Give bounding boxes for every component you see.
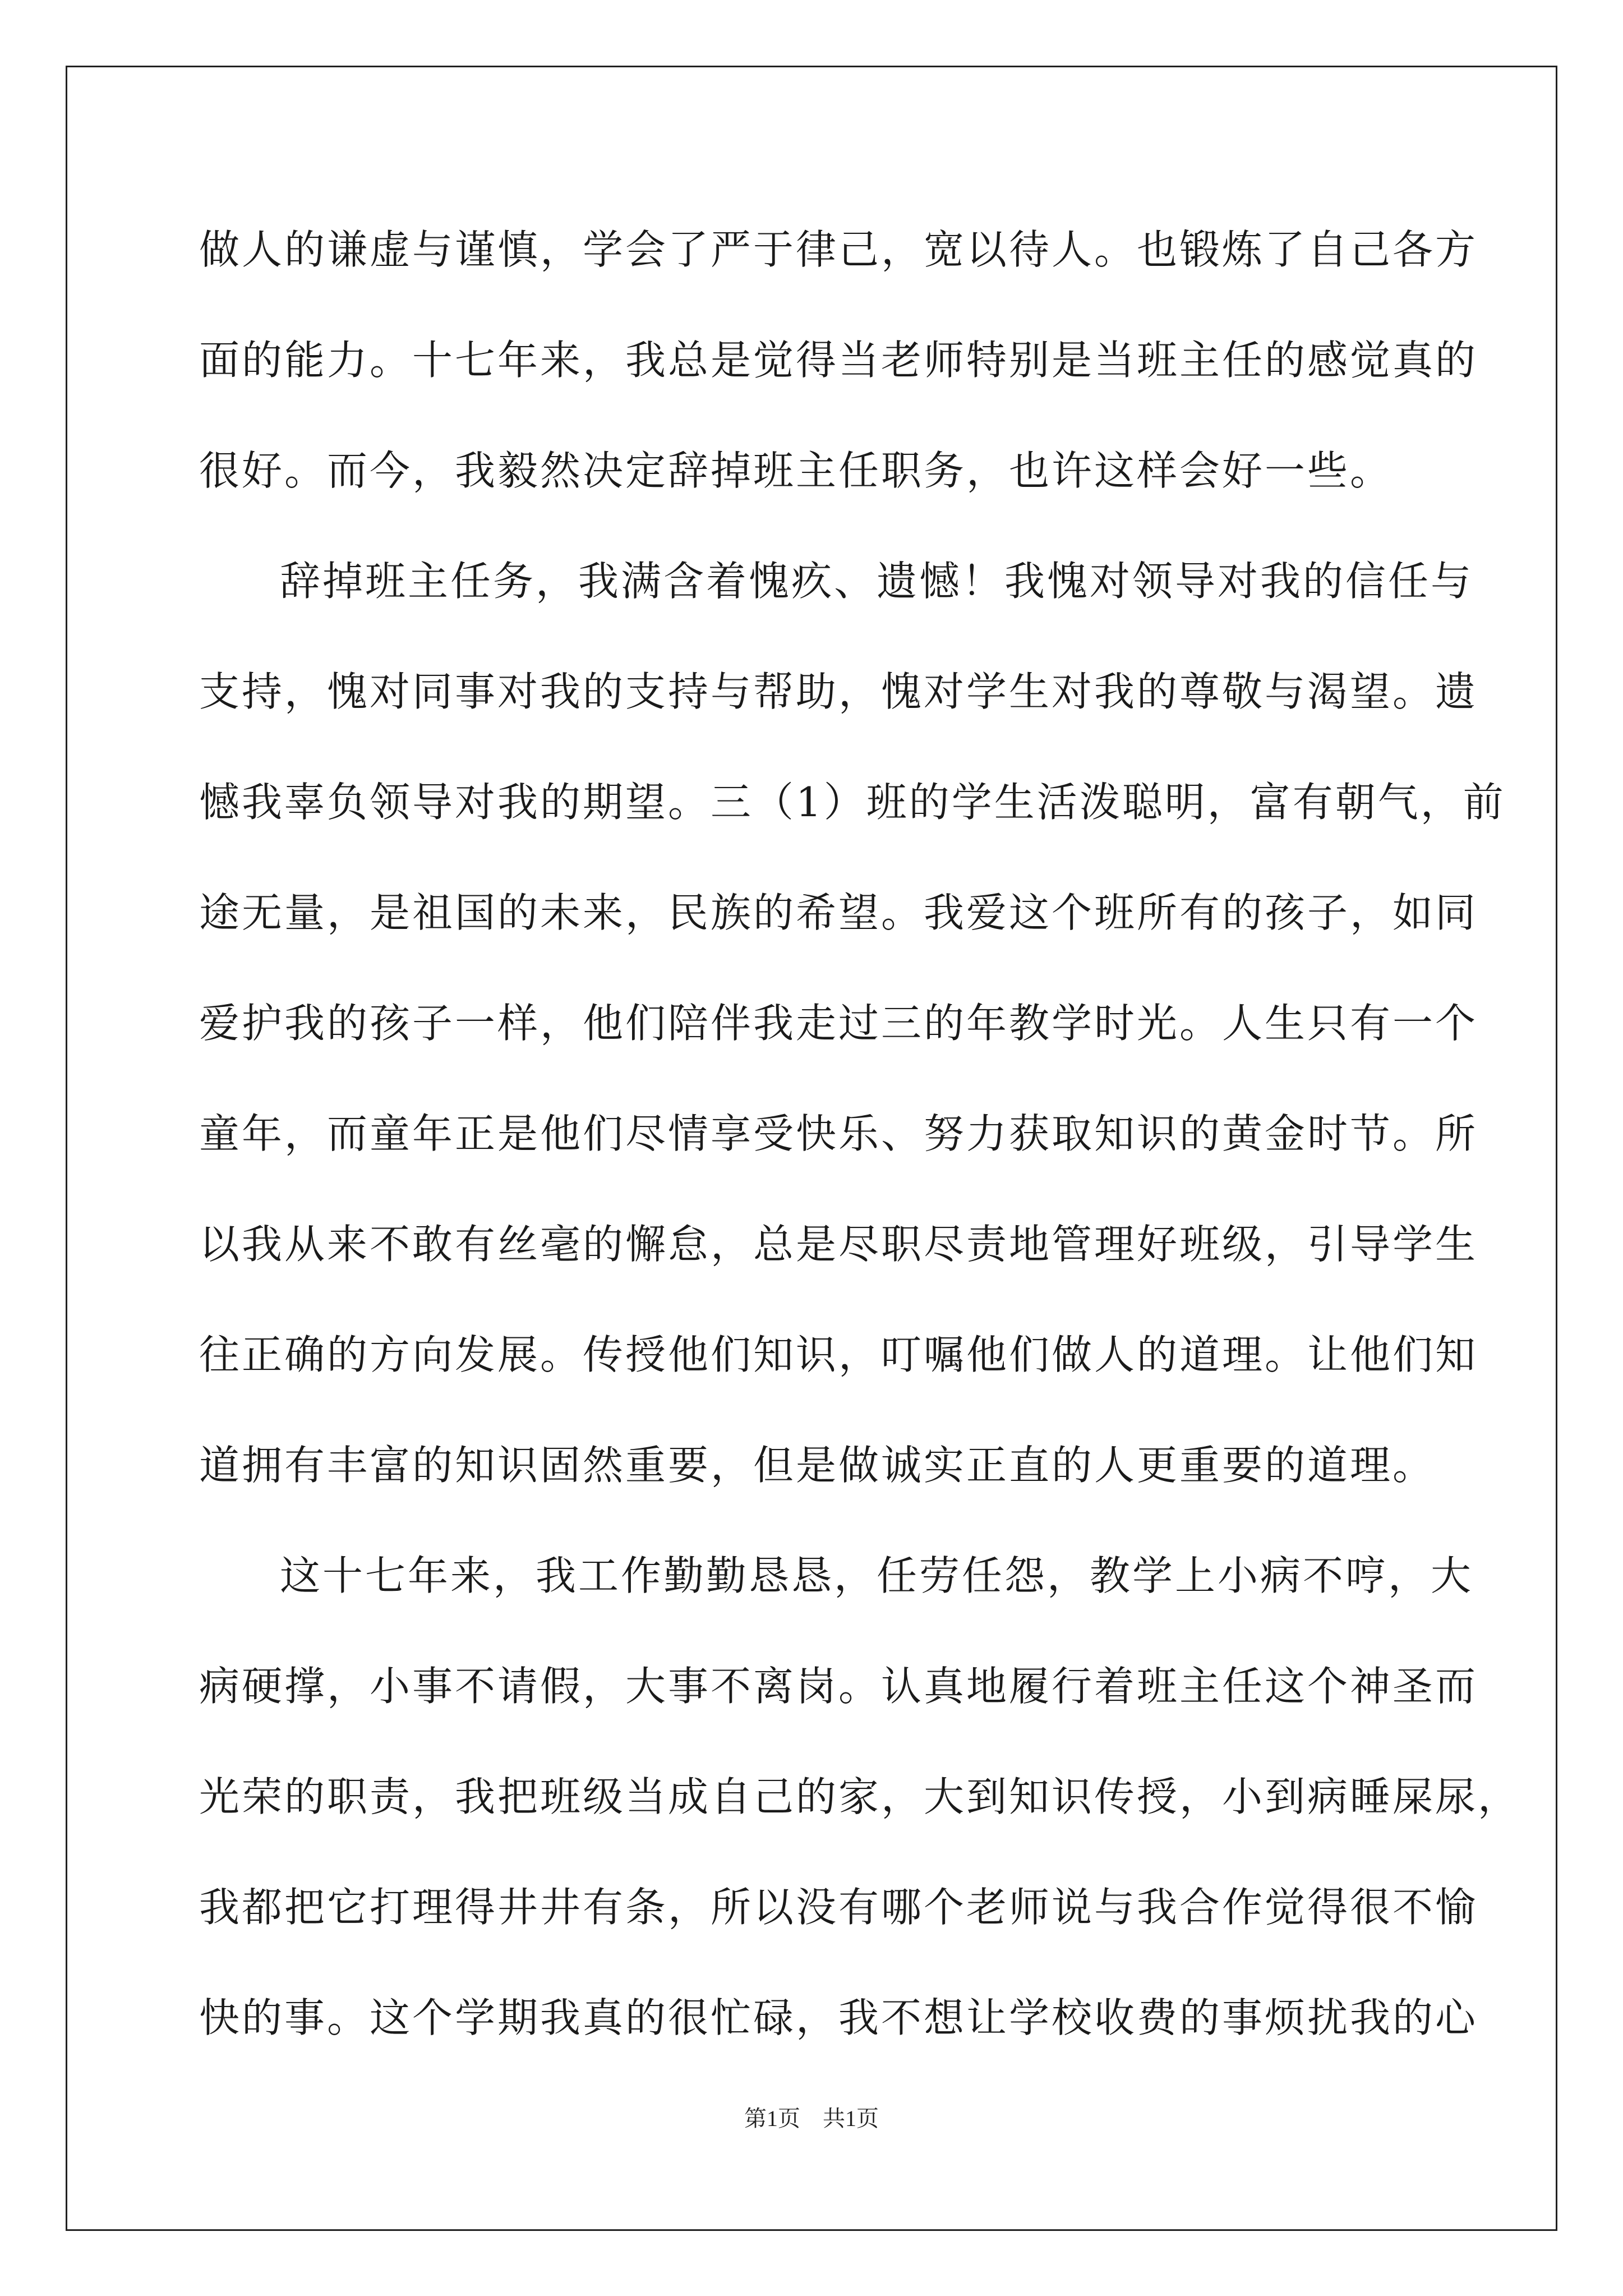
text-line: 途无量，是祖国的未来，民族的希望。我爱这个班所有的孩子，如同	[199, 889, 1478, 936]
text-line: 光荣的职责，我把班级当成自己的家，大到知识传授，小到病睡屎尿，	[199, 1773, 1521, 1820]
text-line: 以我从来不敢有丝毫的懈怠，总是尽职尽责地管理好班级，引导学生	[199, 1221, 1478, 1268]
text-line: 做人的谦虚与谨慎，学会了严于律己，宽以待人。也锻炼了自己各方	[199, 226, 1478, 273]
text-line: 快的事。这个学期我真的很忙碌，我不想让学校收费的事烦扰我的心	[199, 1994, 1478, 2041]
text-line: 面的能力。十七年来，我总是觉得当老师特别是当班主任的感觉真的	[199, 337, 1478, 384]
text-line: 往正确的方向发展。传授他们知识，叮嘱他们做人的道理。让他们知	[199, 1331, 1478, 1378]
text-line: 童年，而童年正是他们尽情享受快乐、努力获取知识的黄金时节。所	[199, 1110, 1478, 1157]
page-total: 共1页	[823, 2106, 879, 2131]
page-number: 第1页	[744, 2106, 800, 2131]
text-line: 憾我辜负领导对我的期望。三（1）班的学生活泼聪明，富有朝气，前	[199, 779, 1506, 826]
text-line: 很好。而今，我毅然决定辞掉班主任职务，也许这样会好一些。	[199, 447, 1393, 494]
text-line: 支持，愧对同事对我的支持与帮助，愧对学生对我的尊敬与渴望。遗	[199, 668, 1478, 715]
text-line: 道拥有丰富的知识固然重要，但是做诚实正直的人更重要的道理。	[199, 1442, 1436, 1489]
page-footer	[0, 2101, 1623, 2133]
text-line: 这十七年来，我工作勤勤恳恳，任劳任怨，教学上小病不哼，大	[280, 1552, 1474, 1599]
text-line: 辞掉班主任务，我满含着愧疚、遗憾！我愧对领导对我的信任与	[280, 558, 1474, 605]
text-line: 我都把它打理得井井有条，所以没有哪个老师说与我合作觉得很不愉	[199, 1884, 1478, 1931]
text-line: 爱护我的孩子一样，他们陪伴我走过三的年教学时光。人生只有一个	[199, 1000, 1478, 1047]
document-body	[199, 205, 1521, 2083]
text-line: 病硬撑，小事不请假，大事不离岗。认真地履行着班主任这个神圣而	[199, 1663, 1478, 1710]
